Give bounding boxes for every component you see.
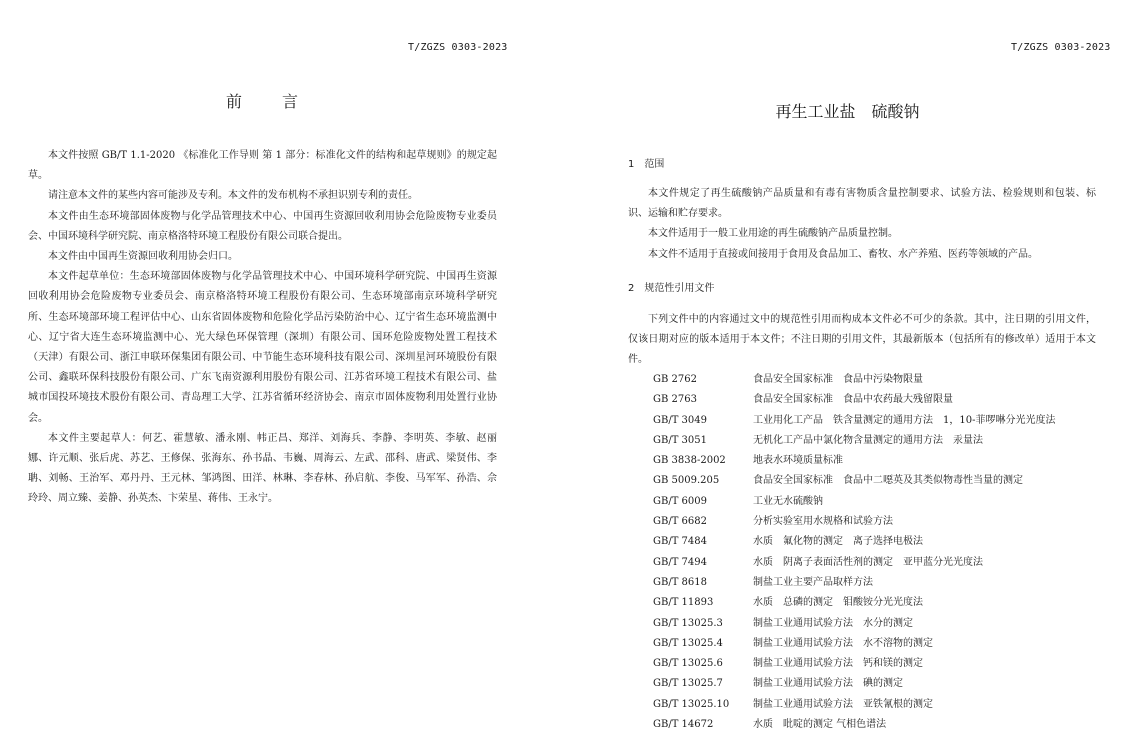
reference-title: 工业用化工产品 铁含量测定的通用方法 1，10-菲啰啉分光光度法 xyxy=(753,414,1056,426)
foreword-title-char: 前 xyxy=(225,92,242,111)
reference-item xyxy=(653,451,1103,471)
reference-code: GB/T 13025.6 xyxy=(653,658,723,670)
reference-item xyxy=(653,553,1103,573)
reference-title: 制盐工业通用试验方法 水不溶物的测定 xyxy=(753,637,933,649)
reference-title: 无机化工产品中氯化物含量测定的通用方法 汞量法 xyxy=(753,434,983,446)
foreword-paragraph: 本文件由生态环境部固体废物与化学品管理技术中心、中国再生资源回收利用协会危险废物专业委员会、中国环境科学研究院、南京格洛特环境工程股份有限公司联合提出。 xyxy=(28,210,497,242)
reference-item xyxy=(653,370,1103,390)
foreword-body xyxy=(28,146,497,510)
reference-code: GB/T 7484 xyxy=(653,536,708,548)
references-intro-paragraph: 下列文件中的内容通过文中的规范性引用而构成本文件必不可少的条款。其中，注日期的引用文件，仅该日期对应的版本适用于本文件；不注日期的引用文件，其最新版本（包括所有的修改单）适用于本文件。 xyxy=(628,314,1096,366)
foreword-paragraph: 本文件主要起草人：何艺、霍慧敏、潘永刚、帏正昌、郑洋、刘海兵、李静、李明英、李敏、赵丽娜、许元顺、张后虎、苏艺、王修保、张海东、孙书晶、韦巍、周海云、左武、邵科、唐武、梁贤伟、李聃、刘畅、王治军、邓丹丹、王元林、邹鸿图、田洋、林琳、李春林、孙启航、李俊、马军军、孙浩、佘玲玲、周立臻、姜静、孙英杰、卞荣星、蒋伟、王永宁。 xyxy=(28,432,497,505)
reference-title: 地表水环境质量标准 xyxy=(753,455,843,467)
foreword-paragraph: 请注意本文件的某些内容可能涉及专利。本文件的发布机构不承担识别专利的责任。 xyxy=(48,190,418,202)
scope-paragraph: 本文件规定了再生硫酸钠产品质量和有毒有害物质含量控制要求、试验方法、检验规则和包装、标识、运输和贮存要求。 xyxy=(628,188,1096,220)
scope-paragraph: 本文件不适用于直接或间接用于食用及食品加工、畜牧、水产养殖、医药等领域的产品。 xyxy=(648,248,1038,260)
reference-item xyxy=(653,390,1103,410)
reference-item xyxy=(653,411,1103,431)
foreword-paragraph: 本文件由中国再生资源回收利用协会归口。 xyxy=(48,251,238,263)
reference-code: GB 2762 xyxy=(653,374,697,385)
reference-title: 制盐工业通用试验方法 水分的测定 xyxy=(753,617,913,629)
reference-title: 分析实验室用水规格和试验方法 xyxy=(753,516,893,528)
reference-item xyxy=(653,492,1103,512)
reference-item xyxy=(653,532,1103,552)
reference-title: 水质 总磷的测定 钼酸铵分光光度法 xyxy=(753,597,923,609)
reference-code: GB/T 3051 xyxy=(653,434,708,446)
reference-code: GB/T 8618 xyxy=(653,576,708,588)
reference-title: 水质 吡啶的测定 气相色谱法 xyxy=(753,719,887,731)
references-intro xyxy=(628,310,1096,371)
scope-body xyxy=(628,184,1096,265)
reference-code: GB/T 13025.10 xyxy=(653,698,730,710)
standard-title: 再生工业盐 硫酸钠 xyxy=(775,102,920,121)
reference-title: 食品安全国家标准 食品中污染物限量 xyxy=(753,374,923,385)
reference-title: 工业无水硫酸钠 xyxy=(753,495,823,507)
reference-item xyxy=(653,695,1103,715)
reference-code: GB/T 6682 xyxy=(653,516,708,528)
section-heading-references: 2 规范性引用文件 xyxy=(628,283,715,294)
right-page xyxy=(565,0,1130,748)
reference-title: 水质 阴离子表面活性剂的测定 亚甲蓝分光光度法 xyxy=(753,556,983,568)
reference-item xyxy=(653,471,1103,491)
reference-code: GB/T 13025.4 xyxy=(653,637,723,649)
reference-code: GB 3838-2002 xyxy=(653,455,726,467)
reference-code: GB/T 7494 xyxy=(653,556,708,568)
reference-title: 水质 氟化物的测定 离子选择电极法 xyxy=(753,536,923,548)
reference-item xyxy=(653,512,1103,532)
foreword-paragraph: 本文件按照 GB/T 1.1-2020 《标准化工作导则 第 1 部分：标准化文件的结构和起草规则》的规定起草。 xyxy=(28,150,497,182)
reference-code: GB/T 14672 xyxy=(653,719,714,731)
reference-title: 制盐工业主要产品取样方法 xyxy=(753,576,873,588)
reference-title: 制盐工业通用试验方法 钙和镁的测定 xyxy=(753,658,923,670)
reference-code: GB/T 3049 xyxy=(653,414,708,426)
foreword-paragraph: 本文件起草单位：生态环境部固体废物与化学品管理技术中心、中国环境科学研究院、中国再生资源回收利用协会危险废物专业委员会、南京格洛特环境工程股份有限公司、生态环境部南京环境科学研究所、生态环境部环境工程评估中心、山东省固体废物和危险化学品污染防治中心、辽宁省生态环境监测中心、辽宁省大连生态环境监测中心、光大绿色环保管理（深圳）有限公司、国环危险废物处置工程技术（天津）有限公司、浙江申联环保集团有限公司、中节能生态环境科技有限公司、深圳星河环境股份有限公司、鑫联环保科技股份有限公司、广东飞南资源利用股份有限公司、江苏省环境工程技术有限公司、盐城市国投环境技术股份有限公司、青岛理工大学、江苏省循环经济协会、南京市固体废物利用处置行业协会。 xyxy=(28,271,497,424)
reference-title: 食品安全国家标准 食品中二噁英及其类似物毒性当量的测定 xyxy=(753,475,1023,487)
reference-title: 制盐工业通用试验方法 亚铁氰根的测定 xyxy=(753,698,933,710)
reference-item xyxy=(653,715,1103,735)
reference-code: GB/T 6009 xyxy=(653,495,708,507)
reference-code: GB/T 11893 xyxy=(653,597,714,609)
standard-code-header: T/ZGZS 0303-2023 xyxy=(408,42,508,53)
reference-title: 食品安全国家标准 食品中农药最大残留限量 xyxy=(753,394,953,406)
reference-item xyxy=(653,654,1103,674)
reference-code: GB/T 13025.7 xyxy=(653,678,723,690)
reference-item xyxy=(653,634,1103,654)
section-heading-scope: 1 范围 xyxy=(628,159,665,170)
reference-code: GB 5009.205 xyxy=(653,475,720,487)
reference-code: GB 2763 xyxy=(653,394,697,406)
scope-paragraph: 本文件适用于一般工业用途的再生硫酸钠产品质量控制。 xyxy=(648,228,898,240)
reference-item xyxy=(653,614,1103,634)
reference-item xyxy=(653,573,1103,593)
reference-list xyxy=(653,370,1103,735)
standard-code-header: T/ZGZS 0303-2023 xyxy=(1011,42,1111,53)
reference-item xyxy=(653,431,1103,451)
reference-item xyxy=(653,674,1103,694)
reference-code: GB/T 13025.3 xyxy=(653,617,723,629)
foreword-title xyxy=(0,89,524,112)
foreword-title-char: 言 xyxy=(282,92,299,111)
reference-item xyxy=(653,593,1103,613)
reference-title: 制盐工业通用试验方法 碘的测定 xyxy=(753,678,903,690)
